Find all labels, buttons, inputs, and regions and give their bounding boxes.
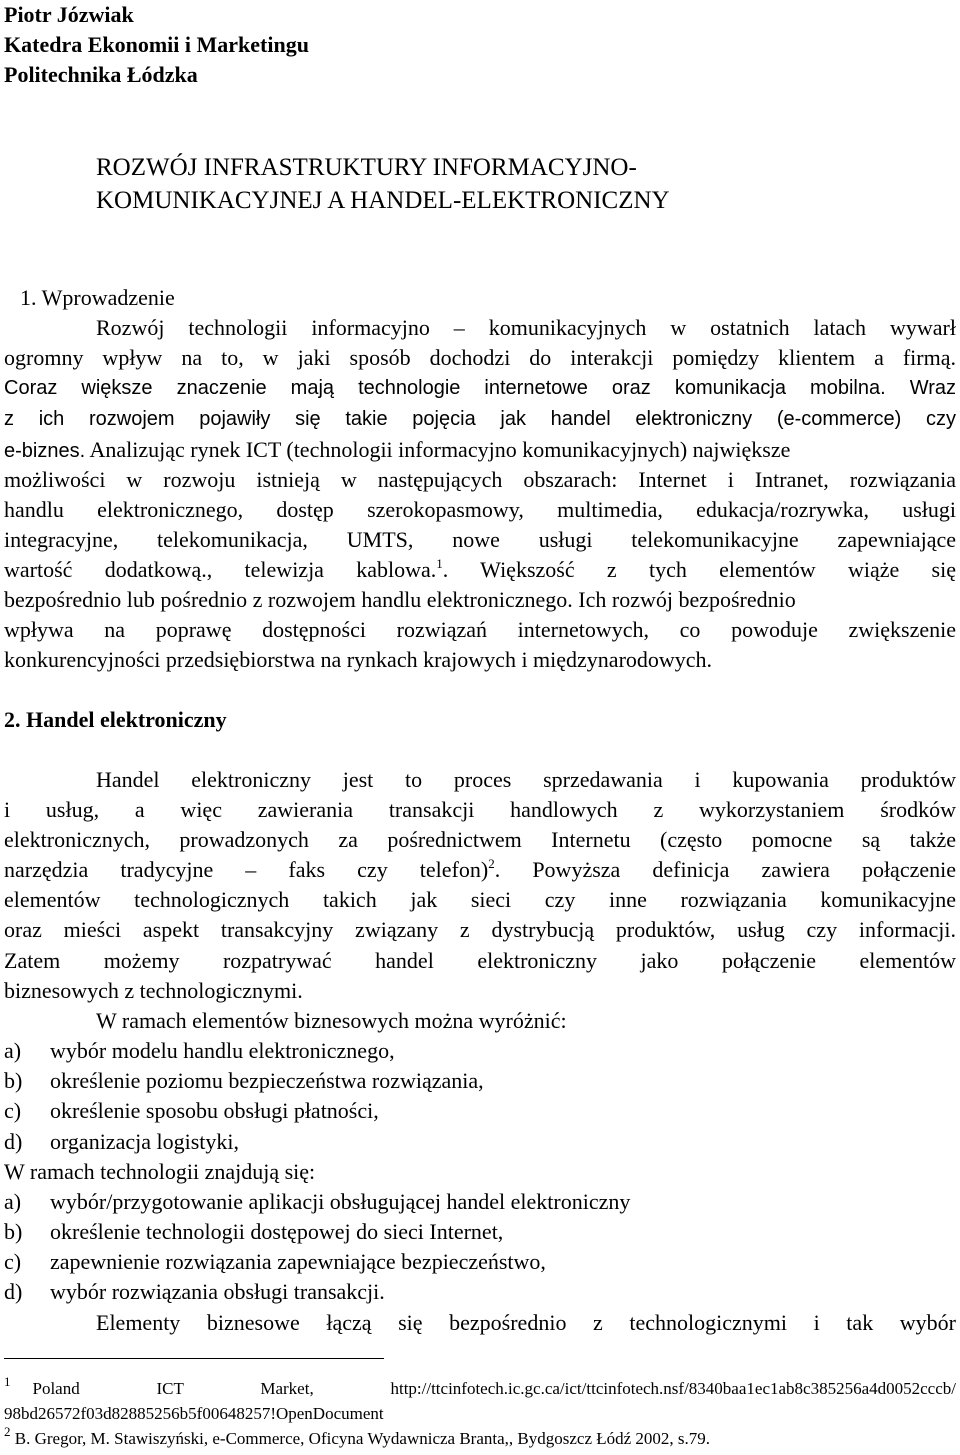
section-2-line: W ramach elementów biznesowych można wyróżnić: — [96, 1008, 567, 1033]
section-1-line: ogromny wpływ na to, w jaki sposób dochodzi do interakcji pomiędzy klientem a firmą. — [4, 345, 956, 370]
section-1-text: bezpośrednio lub pośrednio z rozwojem handlu elektronicznego. — [4, 587, 573, 612]
footnote-2 — [4, 1424, 956, 1451]
list-label: d) — [4, 1279, 23, 1304]
footnote-ref-2: 2 — [488, 855, 495, 871]
list-label: b) — [4, 1219, 23, 1244]
list-label: b) — [4, 1068, 23, 1093]
section-1-text: wartość dodatkową., telewizja kablowa. — [4, 557, 437, 582]
section-1-line: handlu elektronicznego, dostęp szerokopasmowy, multimedia, edukacja/rozrywka, usługi — [4, 497, 956, 522]
section-2-line: elektronicznych, prowadzonych za pośrednictwem Internetu (często pomocne są także — [4, 827, 956, 852]
footnote-1-continuation: 98bd26572f03d82885256b5f00648257!OpenDocument — [4, 1404, 384, 1423]
tech-list-item — [4, 1187, 956, 1217]
section-1-line: z ich rozwojem pojawiły się takie pojęcia jak handel elektroniczny (e-commerce) czy — [4, 408, 956, 430]
footnote-ref-1: 1 — [436, 555, 443, 571]
closing-line: Elementy biznesowe łączą się bezpośrednio z technologicznymi i tak wybór — [96, 1310, 956, 1335]
list-text: określenie technologii dostępowej do sieci Internet, — [50, 1219, 504, 1244]
paper-title-line-1: ROZWÓJ INFRASTRUKTURY INFORMACYJNO- — [96, 154, 637, 181]
tech-list-item — [4, 1217, 956, 1247]
list-text: wybór modelu handlu elektronicznego, — [50, 1038, 395, 1063]
section-1-line: integracyjne, telekomunikacja, UMTS, nowe usługi telekomunikacyjne zapewniające — [4, 527, 956, 552]
footnote-2-text: B. Gregor, M. Stawiszyński, e-Commerce, Oficyna Wydawnicza Branta,, Bydgoszcz Łódź 2002, s.79. — [14, 1429, 711, 1448]
list-label: d) — [4, 1129, 23, 1154]
section-2-line: biznesowych z technologicznymi. — [4, 978, 303, 1003]
business-list-item — [4, 1096, 956, 1126]
list-label: c) — [4, 1098, 22, 1123]
section-1-text: . Większość z tych elementów wiąże się — [442, 557, 956, 582]
author-name: Piotr Józwiak — [4, 2, 134, 27]
list-label: a) — [4, 1189, 22, 1214]
section-1-text: e-biznes. — [4, 440, 86, 462]
footnote-1-mark: 1 — [4, 1374, 11, 1390]
section-1-line: konkurencyjności przedsiębiorstwa na rynkach krajowych i międzynarodowych. — [4, 647, 713, 672]
list-text: wybór/przygotowanie aplikacji obsługującej handel elektroniczny — [50, 1189, 631, 1214]
section-1-line — [4, 555, 956, 585]
section-1-line: wpływa na poprawę dostępności rozwiązań internetowych, co powoduje zwiększenie — [4, 617, 956, 642]
section-2-line: Handel elektroniczny jest to proces sprzedawania i kupowania produktów — [96, 767, 956, 792]
section-2-text: . Powyższa definicja zawiera połączenie — [494, 857, 956, 882]
list-label: c) — [4, 1249, 22, 1274]
section-2-line: oraz mieści aspekt transakcyjny związany z dystrybucją produktów, usług czy informacji. — [4, 917, 956, 942]
section-1-line — [4, 435, 956, 466]
list-label: a) — [4, 1038, 22, 1063]
business-list-item — [4, 1127, 956, 1157]
paper-title-line-2: KOMUNIKACYJNEJ A HANDEL-ELEKTRONICZNY — [96, 187, 670, 214]
section-1-line: możliwości w rozwoju istnieją w następujących obszarach: Internet i Intranet, rozwiązania — [4, 467, 956, 492]
section-1-line — [4, 585, 956, 615]
section-1-heading: 1. Wprowadzenie — [20, 285, 175, 310]
section-2-heading: 2. Handel elektroniczny — [4, 707, 227, 732]
business-list-item — [4, 1036, 956, 1066]
list-text: określenie poziomu bezpieczeństwa rozwiązania, — [50, 1068, 484, 1093]
footnote-1 — [4, 1374, 956, 1401]
section-1-text: Ich rozwój bezpośrednio — [578, 587, 796, 612]
section-2-line: Zatem możemy rozpatrywać handel elektroniczny jako połączenie elementów — [4, 948, 956, 973]
tech-list-item — [4, 1277, 956, 1307]
list-text: określenie sposobu obsługi płatności, — [50, 1098, 379, 1123]
section-2-text: narzędzia tradycyjne – faks czy telefon) — [4, 857, 489, 882]
list-text: wybór rozwiązania obsługi transakcji. — [50, 1279, 385, 1304]
section-1-line: Coraz większe znaczenie mają technologie internetowe oraz komunikacja mobilna. Wraz — [4, 377, 956, 399]
section-2-line — [4, 855, 956, 885]
footnote-1-text: $^1$ Poland ICT Market, http://ttcinfotech.ic.gc.ca/ict/ttcinfotech.nsf/8340baa1ec1ab8c385256a4d0052cccb/ — [4, 1374, 956, 1398]
department-name: Katedra Ekonomii i Marketingu — [4, 32, 309, 57]
business-list-item — [4, 1066, 956, 1096]
section-2-line: elementów technologicznych takich jak sieci czy inne rozwiązania komunikacyjne — [4, 887, 956, 912]
section-2-line: i usług, a więc zawierania transakcji handlowych z wykorzystaniem środków — [4, 797, 956, 822]
footnote-separator — [4, 1358, 384, 1359]
section-1-text: Analizując rynek ICT (technologii informacyjno komunikacyjnych) największe — [89, 437, 791, 462]
list-text: organizacja logistyki, — [50, 1129, 239, 1154]
tech-intro: W ramach technologii znajdują się: — [4, 1159, 316, 1184]
tech-list-item — [4, 1247, 956, 1277]
university-name: Politechnika Łódzka — [4, 62, 198, 87]
list-text: zapewnienie rozwiązania zapewniające bezpieczeństwo, — [50, 1249, 546, 1274]
section-1-line: Rozwój technologii informacyjno – komunikacyjnych w ostatnich latach wywarł — [96, 315, 956, 340]
footnote-2-mark: 2 — [4, 1424, 11, 1440]
